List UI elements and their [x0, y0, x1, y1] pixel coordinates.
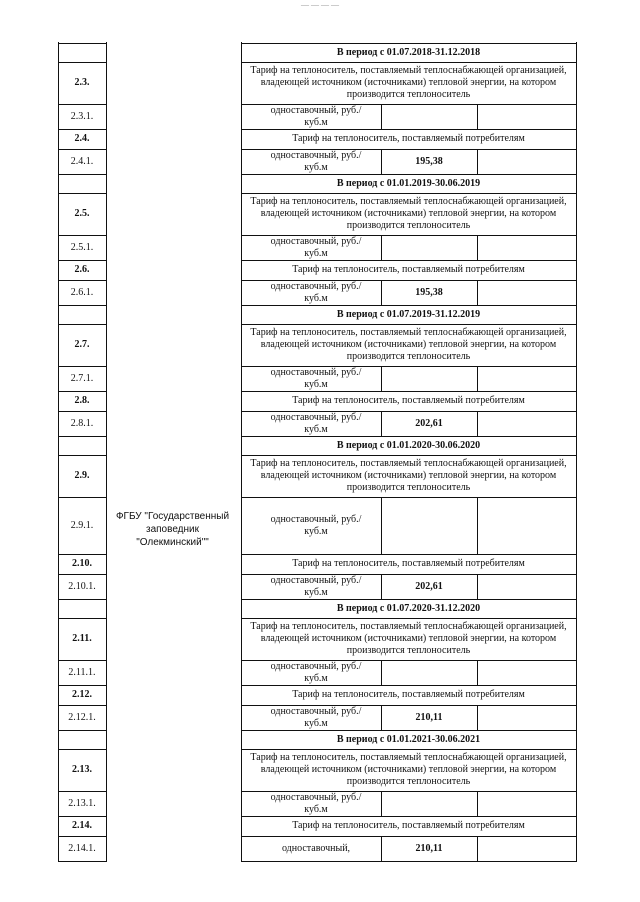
row-number	[58, 43, 106, 62]
table-rule	[58, 861, 106, 862]
tariff-header: Тариф на теплоноситель, поставляемый теплоснабжающей организацией, владеющей источником (источниками) тепловой энергии, на котором производится теплоноситель	[250, 327, 567, 362]
table-rule	[381, 104, 382, 129]
tariff-header: Тариф на теплоноситель, поставляемый потребителям	[292, 820, 525, 831]
row-number: 2.12.1.	[68, 711, 96, 723]
tariff-unit-label: одноставочный, руб./куб.м	[270, 104, 362, 128]
row-number	[58, 599, 106, 618]
table-rule	[576, 42, 577, 862]
tariff-value: 210,11	[415, 842, 443, 854]
table-rule	[477, 574, 478, 599]
table-rule	[477, 497, 478, 554]
tariff-unit-label: одноставочный, руб./куб.м	[270, 574, 362, 598]
row-number: 2.4.	[74, 133, 90, 144]
row-number: 2.10.1.	[68, 580, 96, 592]
tariff-header: Тариф на теплоноситель, поставляемый потребителям	[292, 264, 525, 275]
table-rule	[241, 861, 576, 862]
table-rule	[477, 280, 478, 305]
row-number: 2.13.1.	[68, 797, 96, 809]
tariff-header: Тариф на теплоноситель, поставляемый потребителям	[292, 133, 525, 144]
table-rule	[381, 791, 382, 816]
table-rule	[381, 705, 382, 730]
table-rule	[477, 411, 478, 436]
table-rule	[477, 149, 478, 174]
period-title: В период с 01.01.2019-30.06.2019	[336, 177, 481, 189]
table-rule	[477, 104, 478, 129]
tariff-header: Тариф на теплоноситель, поставляемый теплоснабжающей организацией, владеющей источником (источниками) тепловой энергии, на котором производится теплоноситель	[250, 621, 567, 656]
tariff-unit-label: одноставочный, руб./куб.м	[270, 280, 362, 304]
table-rule	[241, 42, 242, 862]
row-number: 2.6.	[74, 264, 90, 275]
tariff-value: 195,38	[415, 155, 443, 167]
row-number: 2.8.1.	[70, 417, 94, 429]
tariff-value: 202,61	[415, 580, 443, 592]
row-number: 2.6.1.	[70, 286, 94, 298]
row-number: 2.9.	[74, 470, 90, 481]
tariff-unit-label: одноставочный,	[281, 842, 351, 854]
row-number: 2.5.1.	[70, 241, 94, 253]
table-rule	[477, 366, 478, 391]
table-rule	[58, 42, 59, 862]
tariff-header: Тариф на теплоноситель, поставляемый теплоснабжающей организацией, владеющей источником (источниками) тепловой энергии, на котором производится теплоноситель	[250, 196, 567, 231]
row-number: 2.13.	[72, 764, 92, 775]
tariff-header: Тариф на теплоноситель, поставляемый теплоснабжающей организацией, владеющей источником (источниками) тепловой энергии, на котором производится теплоноситель	[250, 752, 567, 787]
table-rule	[381, 149, 382, 174]
tariff-unit-label: одноставочный, руб./куб.м	[270, 411, 362, 435]
tariff-value	[381, 497, 477, 554]
tariff-value	[381, 660, 477, 685]
row-number	[58, 436, 106, 455]
period-title: В период с 01.01.2020-30.06.2020	[336, 439, 481, 451]
tariff-unit-label: одноставочный, руб./куб.м	[270, 660, 362, 684]
table-rule	[381, 235, 382, 260]
row-number: 2.7.	[74, 339, 90, 350]
tariff-unit-label: одноставочный, руб./куб.м	[270, 235, 362, 259]
tariff-value	[381, 235, 477, 260]
tariff-unit-label: одноставочный, руб./куб.м	[270, 366, 362, 390]
tariff-value: 195,38	[415, 286, 443, 298]
tariff-unit-label: одноставочный, руб./куб.м	[270, 149, 362, 173]
tariff-value: 210,11	[415, 711, 443, 723]
period-title: В период с 01.07.2018-31.12.2018	[336, 46, 481, 58]
row-number: 2.14.1.	[68, 842, 96, 854]
row-number: 2.12.	[72, 689, 92, 700]
period-title: В период с 01.07.2019-31.12.2019	[336, 308, 481, 320]
row-number	[58, 305, 106, 324]
tariff-unit-label: одноставочный, руб./куб.м	[270, 705, 362, 729]
row-number: 2.11.	[72, 633, 92, 644]
table-rule	[381, 836, 382, 861]
tariff-unit-label: одноставочный, руб./куб.м	[270, 791, 362, 815]
row-number: 2.11.1.	[68, 666, 96, 678]
tariff-header: Тариф на теплоноситель, поставляемый теплоснабжающей организацией, владеющей источником (источниками) тепловой энергии, на котором производится теплоноситель	[250, 65, 567, 100]
table-rule	[381, 366, 382, 391]
organization-name: ФГБУ "Государственный заповедник "Олекминский""	[115, 511, 230, 548]
table-rule	[381, 411, 382, 436]
row-number: 2.10.	[72, 558, 92, 569]
table-rule	[106, 42, 107, 862]
row-number: 2.3.1.	[70, 110, 94, 122]
table-rule	[381, 497, 382, 554]
table-rule	[381, 280, 382, 305]
page-mark: — — — —	[301, 0, 339, 9]
row-number: 2.5.	[74, 208, 90, 219]
table-rule	[381, 660, 382, 685]
tariff-header: Тариф на теплоноситель, поставляемый потребителям	[292, 558, 525, 569]
table-rule	[477, 791, 478, 816]
row-number: 2.9.1.	[70, 519, 94, 531]
row-number	[58, 174, 106, 193]
tariff-unit-label: одноставочный, руб./куб.м	[270, 513, 362, 537]
row-number: 2.14.	[72, 820, 92, 831]
row-number: 2.3.	[74, 77, 90, 88]
table-rule	[477, 235, 478, 260]
tariff-header: Тариф на теплоноситель, поставляемый теплоснабжающей организацией, владеющей источником (источниками) тепловой энергии, на котором производится теплоноситель	[250, 458, 567, 493]
row-number: 2.8.	[74, 395, 90, 406]
table-rule	[381, 574, 382, 599]
tariff-header: Тариф на теплоноситель, поставляемый потребителям	[292, 689, 525, 700]
table-rule	[477, 836, 478, 861]
tariff-value	[381, 366, 477, 391]
tariff-value	[381, 104, 477, 129]
period-title: В период с 01.01.2021-30.06.2021	[336, 733, 481, 745]
tariff-header: Тариф на теплоноситель, поставляемый потребителям	[292, 395, 525, 406]
tariff-value	[381, 791, 477, 816]
table-rule	[477, 705, 478, 730]
row-number: 2.4.1.	[70, 155, 94, 167]
period-title: В период с 01.07.2020-31.12.2020	[336, 602, 481, 614]
row-number	[58, 730, 106, 749]
row-number: 2.7.1.	[70, 372, 94, 384]
table-rule	[477, 660, 478, 685]
tariff-value: 202,61	[415, 417, 443, 429]
